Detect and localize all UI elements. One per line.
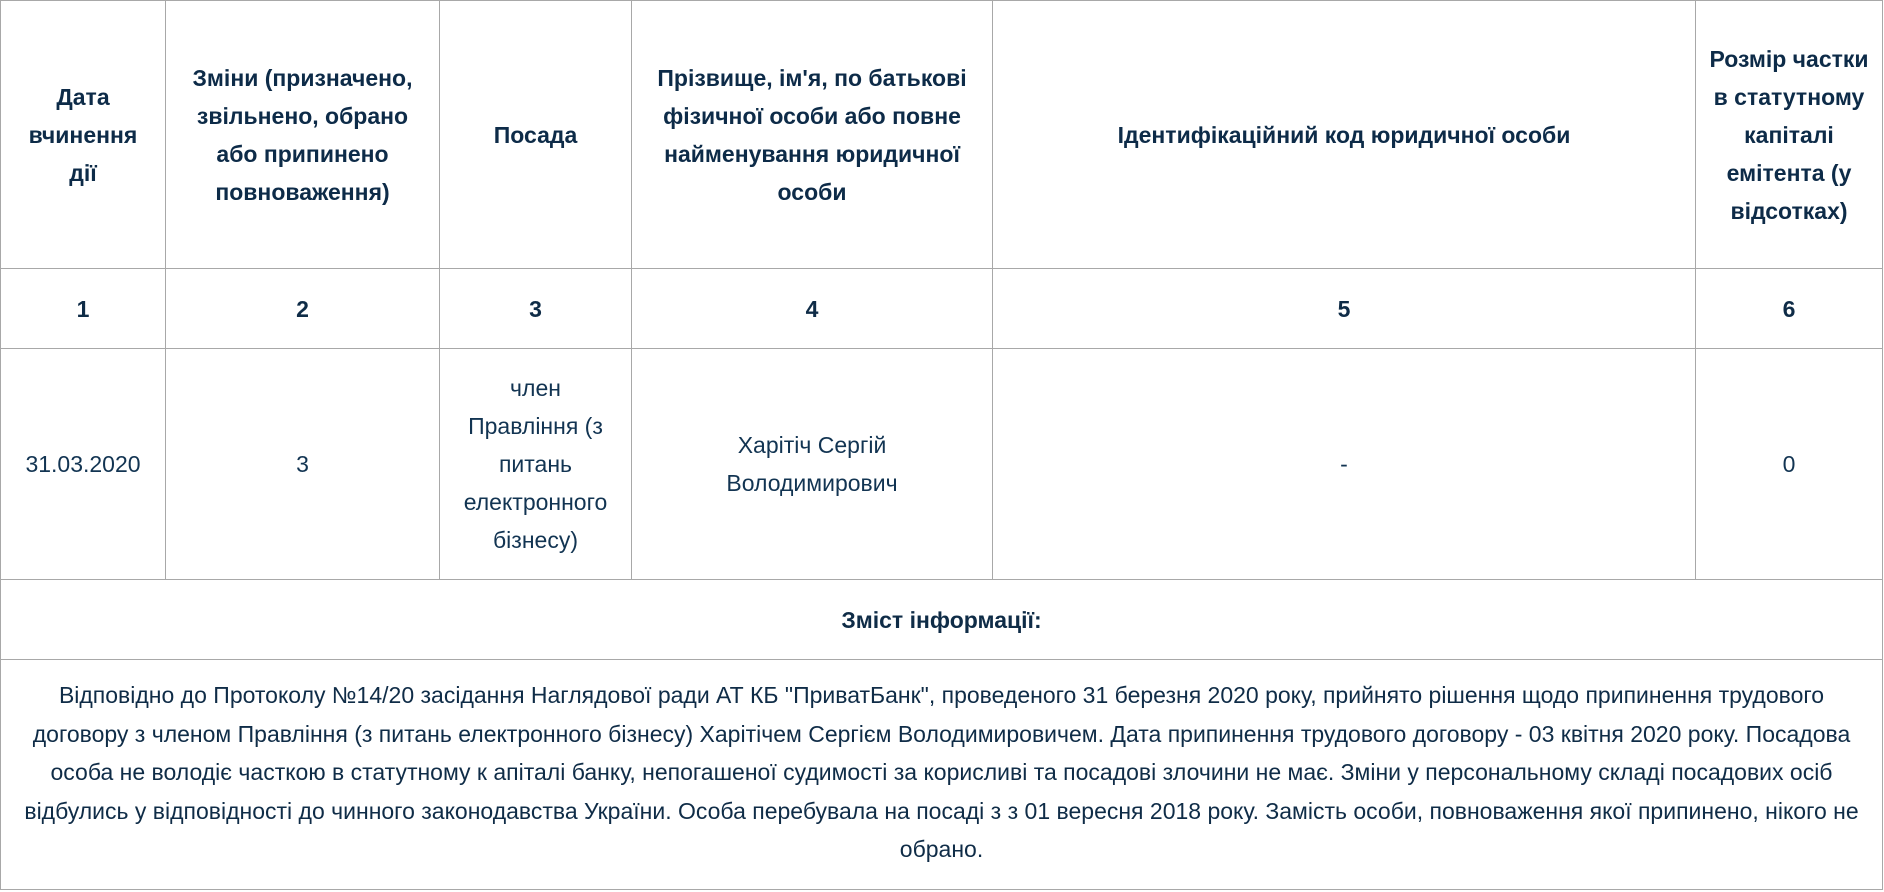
cell-name: Харітіч Сергій Володимирович <box>632 349 993 580</box>
header-legal-code: Ідентифікаційний код юридичної особи <box>993 1 1696 269</box>
column-number: 3 <box>440 269 632 349</box>
cell-position: член Правління (з питань електронного бізнесу) <box>440 349 632 580</box>
info-title-row <box>1 580 1883 660</box>
table-header-row <box>1 1 1883 269</box>
column-number: 6 <box>1696 269 1883 349</box>
cell-change: 3 <box>166 349 440 580</box>
table-row <box>1 349 1883 580</box>
header-share: Розмір частки в статутному капіталі емітента (у відсотках) <box>1696 1 1883 269</box>
column-number: 4 <box>632 269 993 349</box>
header-name: Прізвище, ім'я, по батькові фізичної особи або повне найменування юридичної особи <box>632 1 993 269</box>
info-text: Відповідно до Протоколу №14/20 засідання Наглядової ради АТ КБ "ПриватБанк", проведеного 31 березня 2020 року, прийнято рішення щодо припинення трудового договору з членом Правління (з питань електронного бізнесу) Харітічем Сергієм Володимировичем. Дата припинення трудового договору - 03 квітня 2020 року. Посадова особа не володіє часткою в статутному к апіталі банку, непогашеної судимості за корисливі та посадові злочини не має. Зміни у персональному складі посадових осіб відбулись у відповідності до чинного законодавства України. Особа перебувала на посаді з з 01 вересня 2018 року. Замість особи, повноваження якої припинено, нікого не обрано. <box>1 660 1883 890</box>
cell-share: 0 <box>1696 349 1883 580</box>
header-date: Дата вчинення дії <box>1 1 166 269</box>
column-numbers-row <box>1 269 1883 349</box>
cell-date: 31.03.2020 <box>1 349 166 580</box>
column-number: 2 <box>166 269 440 349</box>
header-change: Зміни (призначено, звільнено, обрано або припинено повноваження) <box>166 1 440 269</box>
column-number: 5 <box>993 269 1696 349</box>
header-position: Посада <box>440 1 632 269</box>
info-title: Зміст інформації: <box>1 580 1883 660</box>
column-number: 1 <box>1 269 166 349</box>
info-text-row <box>1 660 1883 890</box>
cell-legal-code: - <box>993 349 1696 580</box>
